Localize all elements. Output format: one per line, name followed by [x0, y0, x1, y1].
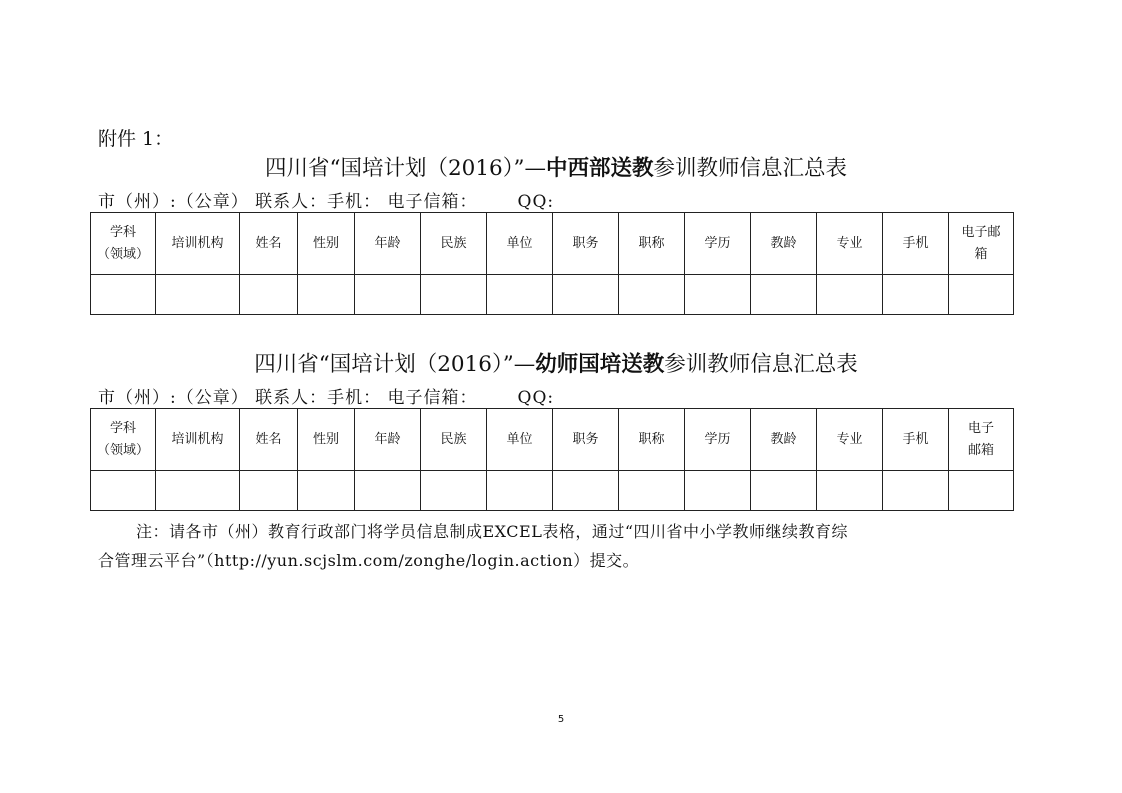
table1-empty-cell[interactable]: [817, 275, 883, 315]
table2-empty-cell[interactable]: [298, 471, 355, 511]
table2-empty-cell[interactable]: [355, 471, 421, 511]
table1-empty-cell[interactable]: [619, 275, 685, 315]
table1-header-cell: 单位: [487, 213, 553, 275]
table2-empty-cell[interactable]: [817, 471, 883, 511]
table1-header-cell: 教龄: [751, 213, 817, 275]
table1-header-cell: 职务: [553, 213, 619, 275]
table2-empty-cell[interactable]: [421, 471, 487, 511]
table2-empty-cell[interactable]: [553, 471, 619, 511]
table1-header-cell: 职称: [619, 213, 685, 275]
table2-header-cell: 单位: [487, 409, 553, 471]
table1-info-qq: QQ:: [517, 192, 555, 212]
table1-info-left: 市（州）:（公章） 联系人：手机： 电子信箱：: [98, 192, 478, 212]
table2-header-cell: 学历: [685, 409, 751, 471]
table2-empty-cell[interactable]: [91, 471, 156, 511]
table2-info-qq: QQ:: [517, 388, 555, 408]
table1-empty-cell[interactable]: [487, 275, 553, 315]
table1-header-cell: 学历: [685, 213, 751, 275]
table1-empty-cell[interactable]: [553, 275, 619, 315]
table2-header-cell: 姓名: [240, 409, 298, 471]
table2-empty-cell[interactable]: [949, 471, 1014, 511]
table1-empty-cell[interactable]: [685, 275, 751, 315]
table1-empty-cell[interactable]: [156, 275, 240, 315]
table2-header-cell: 性别: [298, 409, 355, 471]
table2-header-cell: 职务: [553, 409, 619, 471]
page-number: 5: [557, 714, 565, 725]
table1-header-cell: 学科 （领域）: [91, 213, 156, 275]
table2-info-line: [98, 383, 554, 408]
table2-header-cell: 专业: [817, 409, 883, 471]
table2-empty-cell[interactable]: [156, 471, 240, 511]
table1-header-cell: 手机: [883, 213, 949, 275]
table1-empty-cell[interactable]: [91, 275, 156, 315]
table1-empty-cell[interactable]: [240, 275, 298, 315]
table1-header-cell: 姓名: [240, 213, 298, 275]
table2-empty-cell[interactable]: [751, 471, 817, 511]
table2-header-row: [91, 409, 1014, 471]
note-line-1: 注：请各市（州）教育行政部门将学员信息制成EXCEL表格，通过“四川省中小学教师继续教育综: [136, 522, 849, 541]
table1-data-row: [91, 275, 1014, 315]
table1-header-cell: 专业: [817, 213, 883, 275]
table2-header-cell: 手机: [883, 409, 949, 471]
table2-header-cell: 电子 邮箱: [949, 409, 1014, 471]
table1-title: [0, 151, 1117, 182]
attachment-label: 附件 1：: [98, 128, 174, 150]
table1-empty-cell[interactable]: [298, 275, 355, 315]
table1-title-suffix: 参训教师信息汇总表: [653, 156, 847, 181]
table2-header-cell: 培训机构: [156, 409, 240, 471]
table1-empty-cell[interactable]: [949, 275, 1014, 315]
table1-header-cell: 年龄: [355, 213, 421, 275]
table2-empty-cell[interactable]: [619, 471, 685, 511]
table1-empty-cell[interactable]: [421, 275, 487, 315]
table1-header-cell: 电子邮 箱: [949, 213, 1014, 275]
table2-title-suffix: 参训教师信息汇总表: [664, 352, 858, 377]
table2-header-cell: 年龄: [355, 409, 421, 471]
table2-empty-cell[interactable]: [883, 471, 949, 511]
table2-header-cell: 职称: [619, 409, 685, 471]
table1-empty-cell[interactable]: [751, 275, 817, 315]
table1-header-row: [91, 213, 1014, 275]
table1-empty-cell[interactable]: [355, 275, 421, 315]
table2-info-left: 市（州）:（公章） 联系人：手机： 电子信箱：: [98, 388, 478, 408]
table2-empty-cell[interactable]: [685, 471, 751, 511]
table2-title-prefix: 四川省“国培计划（2016）”—: [254, 352, 536, 377]
table2-header-cell: 民族: [421, 409, 487, 471]
table1-header-cell: 性别: [298, 213, 355, 275]
table1: [90, 212, 1014, 315]
table1-empty-cell[interactable]: [883, 275, 949, 315]
table2-empty-cell[interactable]: [487, 471, 553, 511]
table1-header-cell: 培训机构: [156, 213, 240, 275]
table2-header-cell: 学科 （领域）: [91, 409, 156, 471]
note-line-2: 合管理云平台”（http://yun.scjslm.com/zonghe/login.action）提交。: [98, 551, 640, 570]
table2: [90, 408, 1014, 511]
table2-title-bold: 幼师国培送教: [535, 352, 665, 377]
table1-title-prefix: 四川省“国培计划（2016）”—: [265, 156, 546, 181]
table2-title: [0, 347, 1117, 378]
table2-data-row: [91, 471, 1014, 511]
table1-title-bold: 中西部送教: [545, 156, 654, 181]
table1-header-cell: 民族: [421, 213, 487, 275]
table1-info-line: [98, 187, 554, 212]
table2-header-cell: 教龄: [751, 409, 817, 471]
table2-empty-cell[interactable]: [240, 471, 298, 511]
